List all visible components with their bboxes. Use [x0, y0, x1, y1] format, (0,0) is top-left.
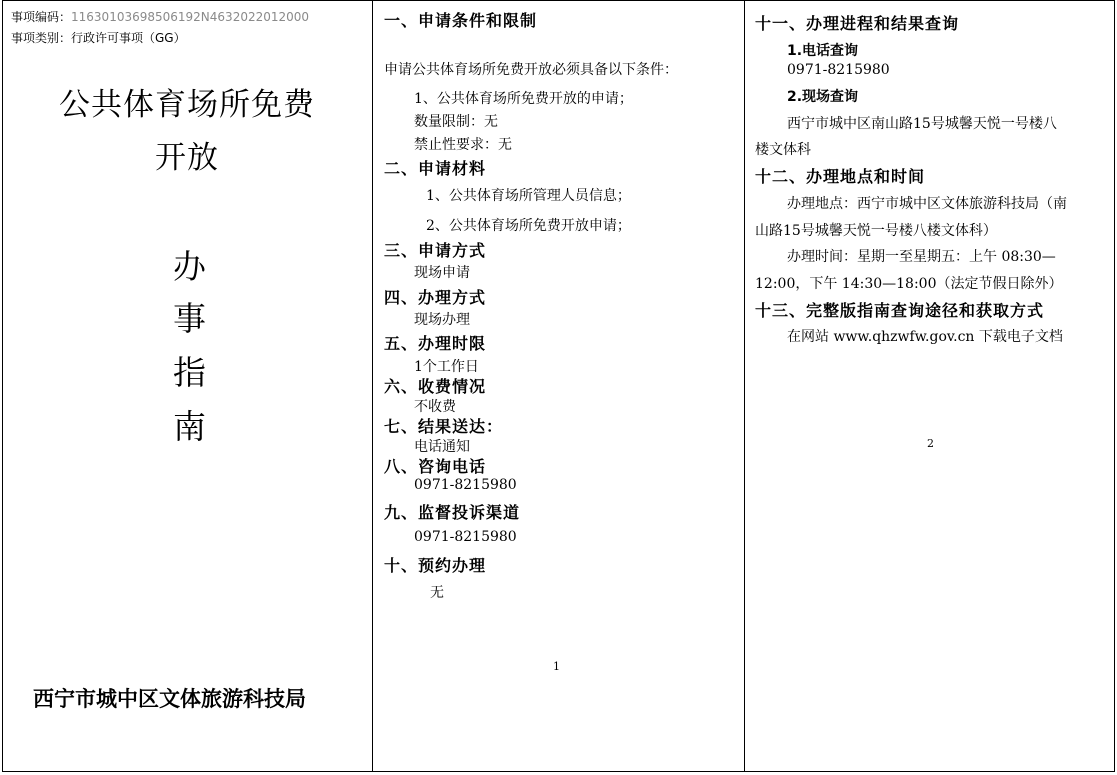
section-3-text: 现场申请	[414, 265, 470, 281]
section-5-text: 1个工作日	[414, 359, 479, 375]
consult-phone: 0971-8215980	[414, 477, 517, 493]
section-8-heading: 八、咨询电话	[384, 457, 487, 476]
item-code-value: 11630103698506192N4632022012000	[71, 10, 310, 24]
section-7-text: 电话通知	[414, 439, 470, 455]
complaint-phone: 0971-8215980	[414, 529, 517, 545]
item-category: 事项类别：行政许可事项（GG）	[11, 31, 186, 45]
item-code-line	[11, 8, 309, 25]
section-1-intro: 申请公共体育场所免费开放必须具备以下条件：	[384, 62, 678, 78]
section-9-heading: 九、监督投诉渠道	[384, 503, 521, 522]
section-1-limit: 数量限制：无	[414, 114, 498, 130]
office-hours-line2: 12:00，下午 14:30—18:00（法定节假日除外）	[755, 276, 1063, 292]
section-3-heading: 三、申请方式	[384, 241, 487, 260]
guide-char-2: 事	[173, 299, 206, 338]
section-5-heading: 五、办理时限	[384, 334, 487, 353]
section-2-item-2: 2、公共体育场所免费开放申请；	[426, 218, 631, 234]
cover-panel	[2, 0, 373, 772]
download-instructions: 在网站 www.qhzwfw.gov.cn 下载电子文档	[787, 329, 1063, 345]
section-1-item-1: 1、公共体育场所免费开放的申请；	[414, 91, 633, 107]
guide-char-3: 指	[173, 353, 206, 392]
section-6-heading: 六、收费情况	[384, 377, 487, 396]
section-10-text: 无	[430, 585, 444, 601]
item-code-label: 事项编码：	[11, 10, 72, 24]
guide-page-2	[744, 0, 1115, 772]
section-6-text: 不收费	[414, 399, 456, 415]
section-2-heading: 二、申请材料	[384, 159, 487, 178]
office-hours-line1: 办理时间：星期一至星期五：上午 08:30—	[787, 249, 1056, 265]
site-address-line2: 楼文体科	[755, 142, 811, 158]
section-13-heading: 十三、完整版指南查询途径和获取方式	[755, 301, 1045, 320]
section-11-heading: 十一、办理进程和结果查询	[755, 14, 960, 33]
service-title-line1: 公共体育场所免费	[59, 87, 315, 123]
section-4-heading: 四、办理方式	[384, 288, 487, 307]
guide-char-1: 办	[173, 247, 206, 286]
section-12-heading: 十二、办理地点和时间	[755, 167, 926, 186]
service-title-line2: 开放	[155, 140, 219, 176]
section-1-forbid: 禁止性要求：无	[414, 137, 512, 153]
office-place-line2: 山路15号城馨天悦一号楼八楼文体科）	[755, 223, 997, 239]
guide-char-4: 南	[173, 407, 206, 446]
section-1-heading: 一、申请条件和限制	[384, 11, 538, 30]
phone-query-title: 1.电话查询	[787, 43, 859, 59]
organization-name: 西宁市城中区文体旅游科技局	[33, 687, 306, 711]
site-query-title: 2.现场查询	[787, 89, 859, 105]
section-10-heading: 十、预约办理	[384, 556, 487, 575]
page-number: 2	[927, 437, 934, 450]
site-address-line1: 西宁市城中区南山路15号城馨天悦一号楼八	[787, 116, 1057, 132]
section-4-text: 现场办理	[414, 312, 470, 328]
section-7-heading: 七、结果送达：	[384, 417, 504, 436]
section-2-item-1: 1、公共体育场所管理人员信息；	[426, 188, 631, 204]
query-phone: 0971-8215980	[787, 62, 890, 78]
guide-page-1	[372, 0, 745, 772]
office-place-line1: 办理地点：西宁市城中区文体旅游科技局（南	[787, 196, 1067, 212]
page-number: 1	[553, 660, 560, 673]
